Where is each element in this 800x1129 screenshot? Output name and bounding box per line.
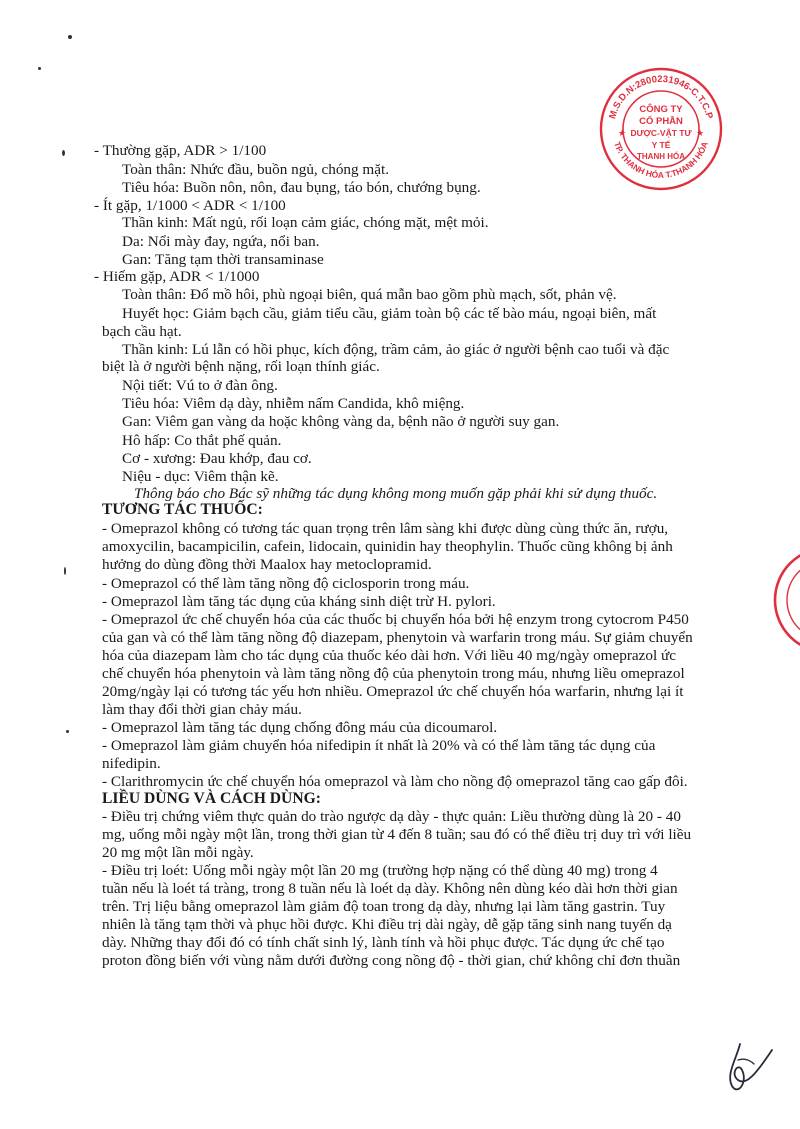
scan-speck (66, 730, 69, 733)
text-line: proton đồng biến với vùng nằm dưới đường cong nồng độ - thời gian, chứ không chỉ đơn thuần (102, 952, 681, 969)
text-line: 20 mg một lần mỗi ngày. (102, 844, 254, 861)
text-line: tuần nếu là loét tá tràng, trong 8 tuần nếu là loét dạ dày. Không nên dùng kéo dài hơn thời gian (102, 880, 678, 897)
text-line: Thần kinh: Mất ngủ, rối loạn cảm giác, chóng mặt, mệt mỏi. (122, 214, 489, 231)
text-line: Niệu - dục: Viêm thận kẽ. (122, 468, 279, 485)
text-line: làm thay đổi thời gian chảy máu. (102, 701, 302, 718)
text-line: nhiên là tăng tạm thời và phục hồi được. Khi điều trị dài ngày, dễ gặp tăng sinh nang tuyến dạ (102, 916, 672, 933)
text-line: - Omeprazol không có tương tác quan trọng trên lâm sàng khi được dùng cùng thức ăn, rượu, (102, 520, 669, 537)
notice-italic: Thông báo cho Bác sỹ những tác dụng không mong muốn gặp phải khi sử dụng thuốc. (134, 485, 658, 502)
stamp-ring-bottom: TP. THANH HÓA T.THANH HÓA (612, 140, 710, 180)
text-line: - Clarithromycin ức chế chuyển hóa omeprazol và làm cho nồng độ omeprazol tăng cao gấp đôi. (102, 773, 688, 790)
section-heading-interactions: TƯƠNG TÁC THUỐC: (102, 501, 263, 518)
text-line: - Omeprazol làm tăng tác dụng của kháng sinh diệt trừ H. pylori. (102, 593, 496, 610)
text-line: hóa của diazepam làm cho tác dụng của thuốc kéo dài hơn. Với liều 40 mg/ngày omeprazol ức (102, 647, 676, 664)
text-line: Nội tiết: Vú to ở đàn ông. (122, 377, 278, 394)
text-line: biệt là ở người bệnh nặng, rối loạn thính giác. (102, 358, 380, 375)
text-line: Tiêu hóa: Viêm dạ dày, nhiễm nấm Candida, khô miệng. (122, 395, 465, 412)
text-line: Da: Nổi mày đay, ngứa, nổi ban. (122, 233, 320, 250)
text-line: - Hiếm gặp, ADR < 1/1000 (94, 268, 260, 285)
text-line: Huyết học: Giảm bạch cầu, giảm tiểu cầu, giảm toàn bộ các tế bào máu, ngoại biên, mất (122, 305, 657, 322)
stamp-line-4: Y TẾ (651, 140, 671, 150)
text-line: Hô hấp: Co thắt phế quản. (122, 432, 282, 449)
text-line: hưởng do dùng đồng thời Maalox hay metoclopramid. (102, 556, 432, 573)
section-heading-dosage: LIỀU DÙNG VÀ CÁCH DÙNG: (102, 790, 321, 807)
text-line: - Thường gặp, ADR > 1/100 (94, 142, 267, 159)
scan-speck (38, 67, 41, 70)
text-line: bạch cầu hạt. (102, 323, 182, 340)
scan-speck (64, 567, 66, 575)
text-line: chế chuyển hóa phenytoin và làm tăng nồng độ của phenytoin trong máu, nhưng liều omeprazol (102, 665, 685, 682)
text-line: Toàn thân: Đổ mồ hôi, phù ngoại biên, quá mẫn bao gồm phù mạch, sốt, phản vệ. (122, 286, 617, 303)
text-line: - Điều trị loét: Uống mỗi ngày một lần 20 mg (trường hợp nặng có thể dùng 40 mg) trong 4 (102, 862, 658, 879)
company-stamp (598, 66, 724, 192)
stamp-star-icon: ★ (696, 129, 705, 139)
signature-mark (712, 1030, 782, 1100)
stamp-ring-top: M.S.D.N:2800231946-C.T.C.P (607, 73, 715, 121)
text-line: Tiêu hóa: Buồn nôn, nôn, đau bụng, táo bón, chướng bụng. (122, 179, 481, 196)
text-line: Thần kinh: Lú lẫn có hồi phục, kích động, trầm cảm, ảo giác ở người bệnh cao tuổi và đặc (122, 341, 670, 358)
scan-speck (68, 35, 72, 39)
text-line: - Điều trị chứng viêm thực quản do trào ngược dạ dày - thực quản: Liều thường dùng là 20 - 40 (102, 808, 681, 825)
text-line: nifedipin. (102, 755, 161, 772)
stamp-line-3: DƯỢC-VẬT TƯ (630, 128, 692, 138)
text-line: mg, uống mỗi ngày một lần, trong thời gian từ 4 đến 8 tuần; sau đó có thể điều trị duy trì với liều (102, 826, 692, 843)
text-line: 20mg/ngày lại có tương tác yếu hơn nhiều. Omeprazol ức chế chuyển hóa warfarin, nhưng lại ít (102, 683, 684, 700)
text-line: - Omeprazol làm giảm chuyển hóa nifedipin ít nhất là 20% và có thể làm tăng tác dụng của (102, 737, 656, 754)
text-line: Toàn thân: Nhức đầu, buồn ngủ, chóng mặt. (122, 161, 389, 178)
text-line: Gan: Viêm gan vàng da hoặc không vàng da, bệnh não ở người suy gan. (122, 413, 560, 430)
text-line: trên. Trị liệu bằng omeprazol làm giảm độ toan trong dạ dày, nhưng lại làm tăng gastrin. Tuy (102, 898, 666, 915)
text-line: - Omeprazol ức chế chuyển hóa của các thuốc bị chuyển hóa bởi hệ enzym trong cytocrom P450 (102, 611, 689, 628)
text-line: Cơ - xương: Đau khớp, đau cơ. (122, 450, 312, 467)
stamp-line-5: THANH HÓA (637, 152, 685, 161)
text-line: Gan: Tăng tạm thời transaminase (122, 251, 324, 268)
text-line: - Omeprazol có thể làm tăng nồng độ ciclosporin trong máu. (102, 575, 470, 592)
stamp-line-2: CỔ PHẦN (639, 116, 683, 127)
text-line: dày. Những thay đổi đó có tính chất sinh lý, lành tính và hồi phục được. Tác dụng ức chế tạo (102, 934, 665, 951)
text-line: amoxycilin, bacampicilin, cafein, lidocain, quinidin hay theophylin. Thuốc cũng không bị ảnh (102, 538, 673, 555)
scan-speck (62, 150, 65, 156)
text-line: của gan và có thể làm tăng nồng độ diazepam, phenytoin và warfarin trong máu. Sự giảm chuyển (102, 629, 693, 646)
text-line: - Omeprazol làm tăng tác dụng chống đông máu của dicoumarol. (102, 719, 498, 736)
stamp-line-1: CÔNG TY (639, 104, 683, 115)
stamp-star-icon: ★ (618, 129, 627, 139)
text-line: - Ít gặp, 1/1000 < ADR < 1/100 (94, 197, 286, 214)
partial-stamp-edge (765, 540, 800, 660)
